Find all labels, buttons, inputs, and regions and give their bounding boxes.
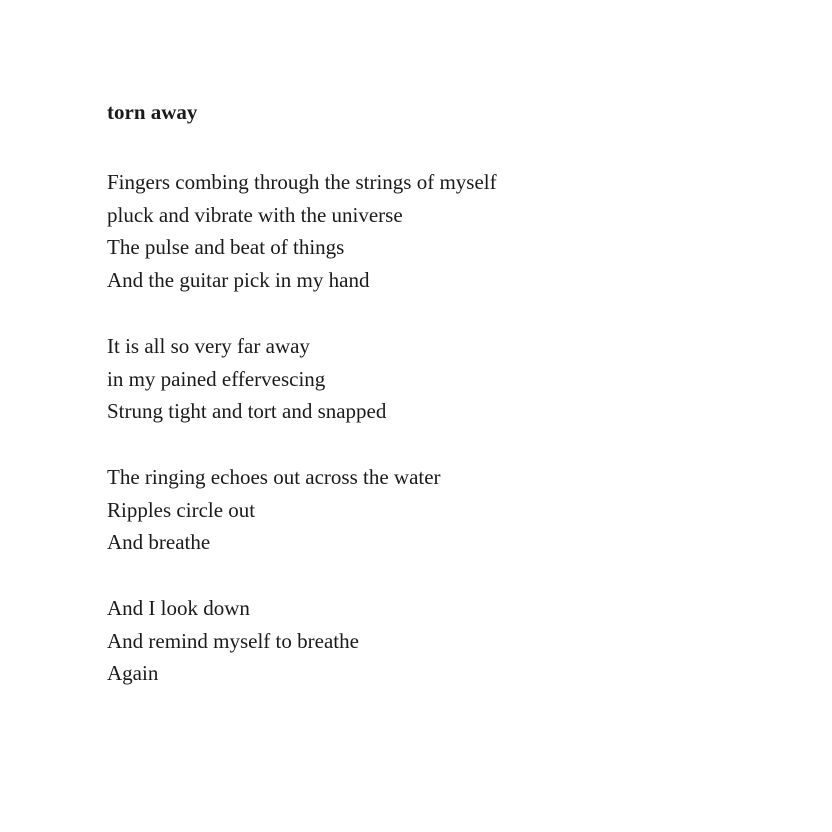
poem-line: pluck and vibrate with the universe bbox=[107, 202, 403, 227]
poem-line: Strung tight and tort and snapped bbox=[107, 399, 387, 424]
poem-line: Again bbox=[107, 661, 159, 686]
poem-line: in my pained effervescing bbox=[107, 366, 326, 391]
poem-line: Fingers combing through the strings of myself bbox=[107, 170, 497, 194]
poem-title: torn away bbox=[107, 100, 198, 124]
stanza-2 bbox=[107, 330, 747, 428]
poem-line: And the guitar pick in my hand bbox=[107, 268, 370, 293]
poem-line: Ripples circle out bbox=[107, 497, 256, 522]
poem-line: And breathe bbox=[107, 530, 211, 555]
stanza-1 bbox=[107, 166, 747, 297]
poem bbox=[107, 98, 747, 723]
poem-line: The pulse and beat of things bbox=[107, 235, 345, 260]
poem-line: The ringing echoes out across the water bbox=[107, 464, 441, 489]
poem-line: And I look down bbox=[107, 596, 250, 621]
poem-line: And remind myself to breathe bbox=[107, 628, 359, 653]
poem-line: It is all so very far away bbox=[107, 333, 310, 358]
stanza-3 bbox=[107, 461, 747, 559]
stanza-4 bbox=[107, 592, 747, 690]
